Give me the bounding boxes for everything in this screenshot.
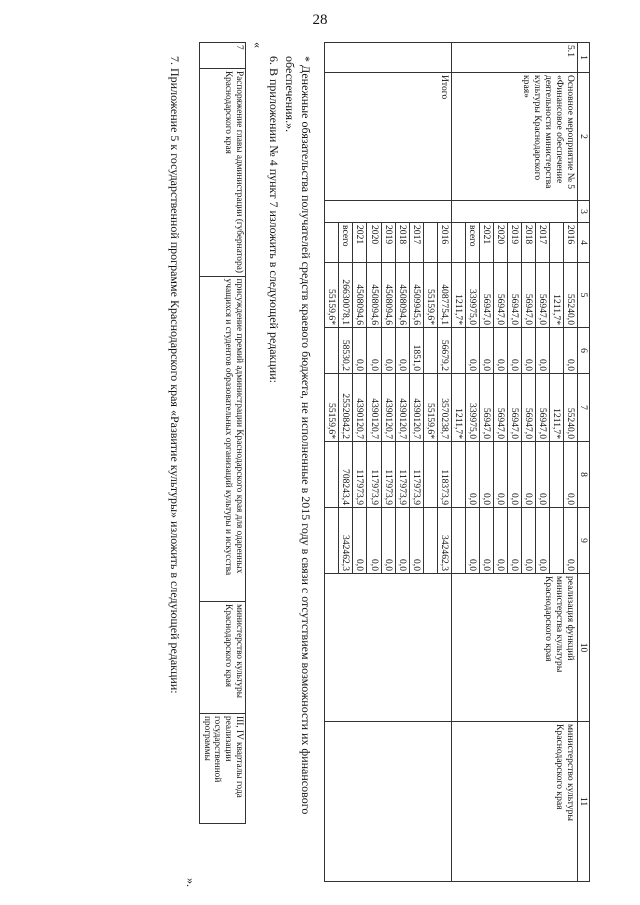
value-federal: [451, 328, 465, 374]
value-federal: 0,0: [479, 328, 493, 374]
year-cell: 2017: [535, 223, 549, 263]
value-federal: 0,0: [395, 328, 409, 374]
value-federal: 0,0: [563, 328, 577, 374]
value-federal: 0,0: [521, 328, 535, 374]
value-local: 118373,9: [437, 442, 451, 508]
result-cell: [325, 574, 451, 722]
value-extra: 0,0: [493, 508, 507, 574]
value-total: 339975,0: [465, 263, 479, 328]
value-regional: 56947,0: [479, 374, 493, 442]
value-local: [451, 442, 465, 508]
row7-num: 7: [199, 43, 245, 69]
value-regional: 56947,0: [535, 374, 549, 442]
executor-cell: [325, 722, 451, 882]
value-total: 1211,7*: [451, 263, 465, 328]
value-regional: 4390120,7: [395, 374, 409, 442]
value-extra: 0,0: [409, 508, 423, 574]
value-extra: 342462,3: [339, 508, 353, 574]
value-total: 56947,0: [521, 263, 535, 328]
value-federal: 56679,2: [437, 328, 451, 374]
value-local: 117973,9: [353, 442, 367, 508]
value-regional: 56947,0: [507, 374, 521, 442]
row-group-5-1: [451, 43, 577, 882]
value-extra: 0,0: [563, 508, 577, 574]
value-local: 117973,9: [381, 442, 395, 508]
value-extra: [451, 508, 465, 574]
value-regional: 56947,0: [493, 374, 507, 442]
value-total: 55240,0: [563, 263, 577, 328]
value-regional: 3570238,7: [437, 374, 451, 442]
item-7-text: 7. Приложение 5 к государственной программе Краснодарского края «Развитие культуры» изложить в следующей редакции:: [167, 56, 182, 694]
value-local: 117973,9: [395, 442, 409, 508]
value-local: [325, 442, 339, 508]
value-regional: 4390120,7: [381, 374, 395, 442]
value-federal: [549, 328, 563, 374]
table-row: [199, 43, 245, 824]
row-group-itogo: [325, 43, 451, 882]
value-total: 1211,7*: [549, 263, 563, 328]
value-regional: 55159,6*: [423, 374, 437, 442]
value-extra: 0,0: [521, 508, 535, 574]
value-regional: 55159,6*: [325, 374, 339, 442]
year-cell: всего: [465, 223, 479, 263]
value-local: 0,0: [563, 442, 577, 508]
value-federal: 1851,0: [409, 328, 423, 374]
value-federal: 0,0: [465, 328, 479, 374]
value-federal: 0,0: [353, 328, 367, 374]
value-extra: [325, 508, 339, 574]
table-row: [563, 43, 577, 882]
value-federal: 0,0: [507, 328, 521, 374]
notes-block: [250, 42, 315, 887]
year-cell: 2020: [367, 223, 381, 263]
value-total: 56947,0: [535, 263, 549, 328]
value-local: 0,0: [465, 442, 479, 508]
value-extra: 0,0: [381, 508, 395, 574]
year-cell: [451, 223, 465, 263]
value-total: 56947,0: [493, 263, 507, 328]
value-regional: 1211,7*: [451, 374, 465, 442]
value-federal: 0,0: [381, 328, 395, 374]
value-total: 55159,6*: [423, 263, 437, 328]
value-local: 0,0: [493, 442, 507, 508]
value-local: [423, 442, 437, 508]
year-cell: [549, 223, 563, 263]
value-federal: 58530,2: [339, 328, 353, 374]
year-cell: [423, 223, 437, 263]
value-extra: 0,0: [535, 508, 549, 574]
value-extra: 0,0: [465, 508, 479, 574]
year-cell: всего: [339, 223, 353, 263]
row7-executor: министерство культуры Краснодарского края: [199, 602, 245, 714]
value-federal: [423, 328, 437, 374]
appendix4-table: [199, 42, 246, 824]
value-extra: 0,0: [353, 508, 367, 574]
value-extra: 0,0: [395, 508, 409, 574]
value-extra: [549, 508, 563, 574]
value-regional: 1211,7*: [549, 374, 563, 442]
row7-event: присуждение премий администрации Краснодарского края для одаренных учащихся и студентов образовательных организаций культуры и искусства: [199, 276, 245, 601]
value-federal: [325, 328, 339, 374]
value-total: 4508094,6: [353, 263, 367, 328]
year-cell: [325, 223, 339, 263]
value-total: 55159,6*: [325, 263, 339, 328]
value-federal: 0,0: [535, 328, 549, 374]
header-row: 1 2 3 4 5 6 7 8 9 10 11: [577, 43, 589, 882]
rotated-sheet: [167, 42, 590, 887]
year-cell: 2017: [409, 223, 423, 263]
close-quote: ».: [183, 878, 198, 887]
value-extra: [423, 508, 437, 574]
value-total: 4508094,6: [395, 263, 409, 328]
year-cell: 2019: [381, 223, 395, 263]
value-total: 56947,0: [507, 263, 521, 328]
footnote: * Денежные обязательства получателей средств краевого бюджета, не исполненные в 2015 году в связи с отсутствием возможности их финансового обеспечения.».: [283, 56, 314, 815]
value-regional: 4390120,7: [367, 374, 381, 442]
value-extra: 0,0: [479, 508, 493, 574]
value-local: 708243,4: [339, 442, 353, 508]
value-extra: 0,0: [367, 508, 381, 574]
value-regional: 56947,0: [521, 374, 535, 442]
value-total: 4509945,6: [409, 263, 423, 328]
finance-table: [324, 42, 590, 882]
row-title: Основное мероприятие № 5 «Финансовое обеспечение деятельности министерства культуры Краснодарского края»: [451, 73, 577, 201]
value-federal: 0,0: [493, 328, 507, 374]
value-local: 117973,9: [367, 442, 381, 508]
value-regional: 25520842,2: [339, 374, 353, 442]
year-cell: 2021: [353, 223, 367, 263]
year-cell: 2016: [563, 223, 577, 263]
value-regional: 4390120,7: [353, 374, 367, 442]
table-row: [437, 43, 451, 882]
value-local: [549, 442, 563, 508]
value-regional: 4390120,7: [409, 374, 423, 442]
year-cell: 2021: [479, 223, 493, 263]
value-total: 56947,0: [479, 263, 493, 328]
year-cell: 2018: [395, 223, 409, 263]
value-extra: 342462,3: [437, 508, 451, 574]
value-local: 117973,9: [409, 442, 423, 508]
value-local: 0,0: [535, 442, 549, 508]
value-total: 4508094,6: [381, 263, 395, 328]
value-federal: 0,0: [367, 328, 381, 374]
open-quote: «: [250, 42, 265, 48]
row7-term: III, IV кварталы года реализации государственной программы: [199, 714, 245, 824]
executor-cell: министерство культуры Краснодарского края: [451, 722, 577, 882]
item-6-text: 6. В приложении № 4 пункт 7 изложить в следующей редакции:: [267, 56, 282, 383]
year-cell: 2020: [493, 223, 507, 263]
year-cell: 2019: [507, 223, 521, 263]
value-total: 26630078,1: [339, 263, 353, 328]
year-cell: 2018: [521, 223, 535, 263]
col3-empty: [325, 201, 451, 223]
value-extra: 0,0: [507, 508, 521, 574]
result-cell: реализация функций министерства культуры Краснодарского края: [451, 574, 577, 722]
value-regional: 339975,0: [465, 374, 479, 442]
row7-document: Распоряжение главы администрации (губернатора) Краснодарского края: [199, 68, 245, 276]
page-number: 28: [312, 12, 328, 28]
year-cell: 2016: [437, 223, 451, 263]
value-local: 0,0: [507, 442, 521, 508]
value-total: 4087754,1: [437, 263, 451, 328]
row-title: Итого: [325, 73, 451, 201]
value-local: 0,0: [521, 442, 535, 508]
value-regional: 55240,0: [563, 374, 577, 442]
value-local: 0,0: [479, 442, 493, 508]
col3-empty: [451, 201, 577, 223]
row-number: [325, 43, 451, 73]
row-number: 5.1: [451, 43, 577, 73]
value-total: 4508094,6: [367, 263, 381, 328]
